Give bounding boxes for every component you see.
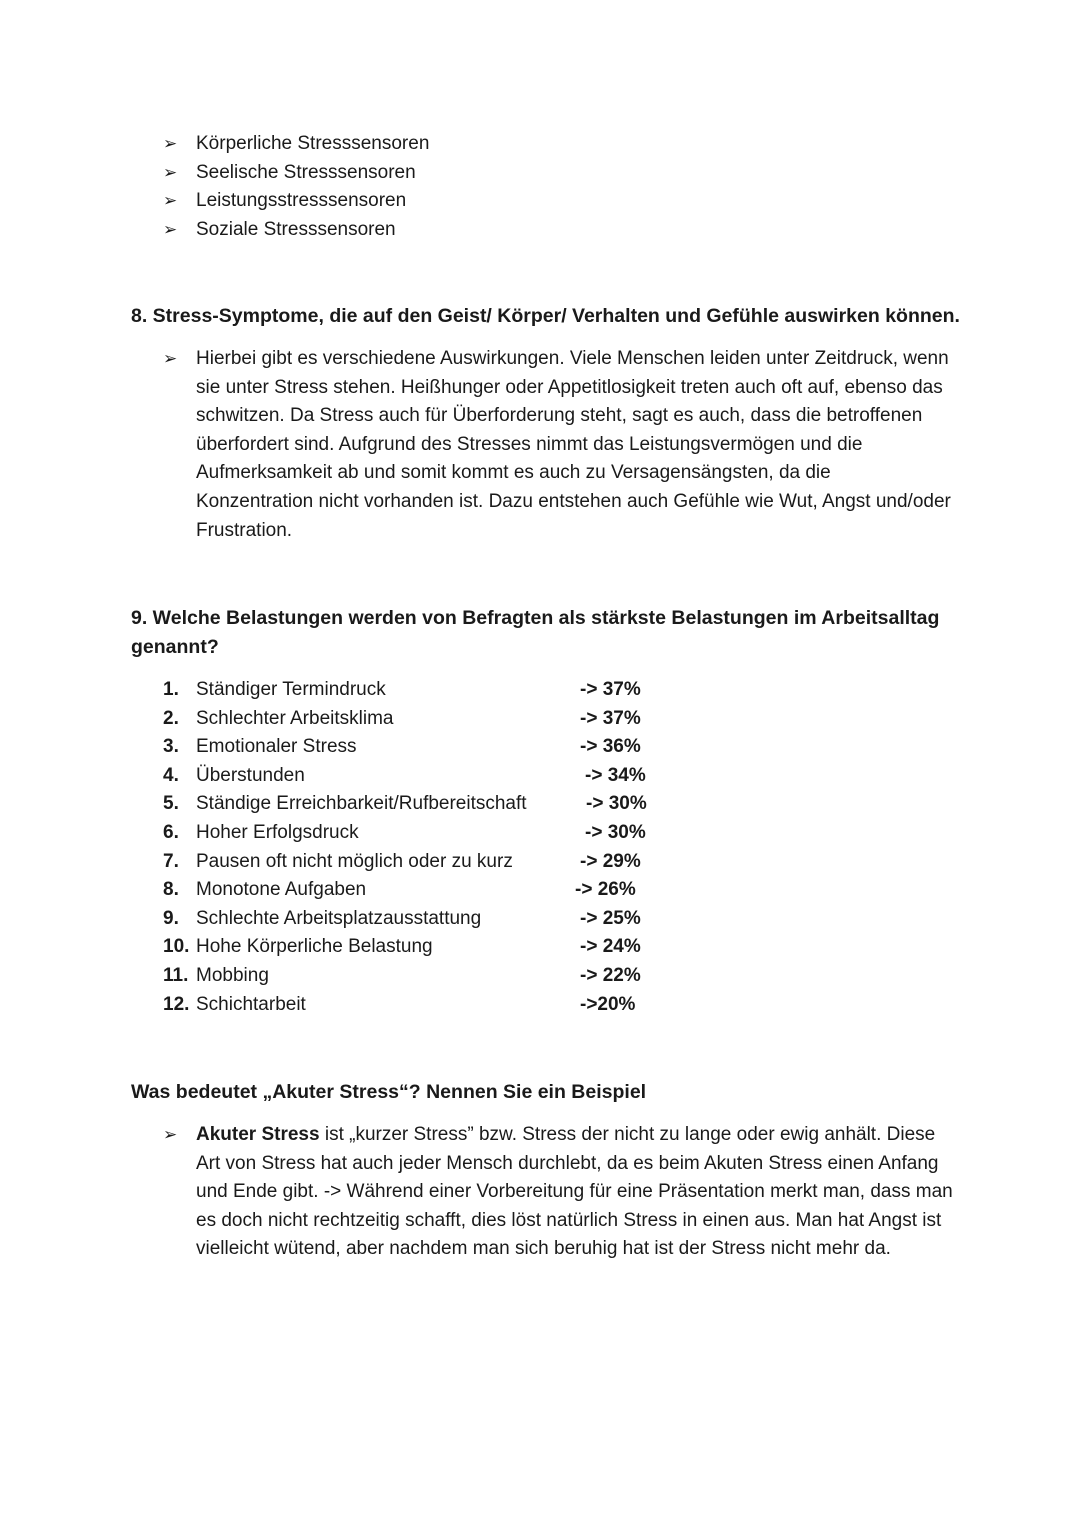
section8-paragraph xyxy=(163,345,953,545)
list-item: 2. Schlechter Arbeitsklima -> 37% xyxy=(163,707,641,729)
section9-heading xyxy=(131,604,939,661)
arrow-bullet-icon: ➢ xyxy=(163,162,178,182)
list-item: 9. Schlechte Arbeitsplatzausstattung -> 25% xyxy=(163,907,641,929)
arrow-bullet-icon: ➢ xyxy=(163,191,178,211)
list-item: 6. Hoher Erfolgsdruck -> 30% xyxy=(163,821,646,843)
list-item: ➢ Seelische Stresssensoren xyxy=(163,159,429,188)
burden-ranking-list xyxy=(163,676,663,1019)
section8-heading: 8. Stress-Symptome, die auf den Geist/ Körper/ Verhalten und Gefühle auswirken können. xyxy=(131,305,960,327)
list-item: 10. Hohe Körperliche Belastung -> 24% xyxy=(163,936,641,958)
akut-paragraph xyxy=(163,1121,953,1264)
list-item: 3. Emotionaler Stress -> 36% xyxy=(163,736,641,758)
list-item: 4. Überstunden -> 34% xyxy=(163,764,646,786)
list-item: 1. Ständiger Termindruck -> 37% xyxy=(163,679,641,700)
list-item: 12. Schichtarbeit ->20% xyxy=(163,993,636,1015)
arrow-bullet-icon: ➢ xyxy=(163,219,178,239)
arrow-bullet-icon: ➢ xyxy=(163,349,178,368)
akut-text xyxy=(196,1121,953,1264)
list-item: ➢ Körperliche Stresssensoren xyxy=(163,130,429,159)
list-item: ➢ Leistungsstresssensoren xyxy=(163,187,429,216)
arrow-bullet-icon: ➢ xyxy=(163,1125,178,1144)
section9-heading-line2: genannt? xyxy=(131,635,219,658)
list-item: 7. Pausen oft nicht möglich oder zu kurz -> 29% xyxy=(163,850,641,872)
section8-text: Hierbei gibt es verschiedene Auswirkungen. Viele Menschen leiden unter Zeitdruck, wenn sie unter Stress stehen. Heißhunger oder Appetitlosigkeit treten auch oft auf, ebenso das schwitzen. Da Stress auch für Überforderung steht, sagt es auch, dass die betroffenen überfordert sind. Aufgrund des Stresses nimmt das Leistungsvermögen und die Aufmerksamkeit ab und somit kommt es auch zu Versagensängsten, da die Konzentration nicht vorhanden ist. Dazu entstehen auch Gefühle wie Wut, Angst und/oder Frustration. xyxy=(196,348,951,541)
list-item: 8. Monotone Aufgaben -> 26% xyxy=(163,879,636,901)
akut-heading: Was bedeutet „Akuter Stress“? Nennen Sie ein Beispiel xyxy=(131,1081,647,1103)
list-item: 11. Mobbing -> 22% xyxy=(163,964,641,986)
arrow-bullet-icon: ➢ xyxy=(163,134,178,153)
akut-body: ist „kurzer Stress” bzw. Stress der nicht zu lange oder ewig anhält. Diese Art von Stress hat auch jeder Mensch durchlebt, da es beim Akuten Stress einen Anfang und Ende gibt. -> Während einer Vorbereitung für eine Präsentation merkt man, dass man es doch nicht rechtzeitig schafft, dies löst natürlich Stress in einen aus. Man hat Angst ist vielleicht wütend, aber nachdem man sich beruhig hat ist der Stress nicht mehr da. xyxy=(196,1124,953,1260)
list-item: 5. Ständige Erreichbarkeit/Rufbereitschaft -> 30% xyxy=(163,793,647,815)
list-item: ➢ Soziale Stresssensoren xyxy=(163,216,429,245)
section9-heading-line1: 9. Welche Belastungen werden von Befragten als stärkste Belastungen im Arbeitsalltag xyxy=(131,607,940,629)
stressor-list xyxy=(163,130,429,244)
akut-term: Akuter Stress xyxy=(196,1124,320,1145)
